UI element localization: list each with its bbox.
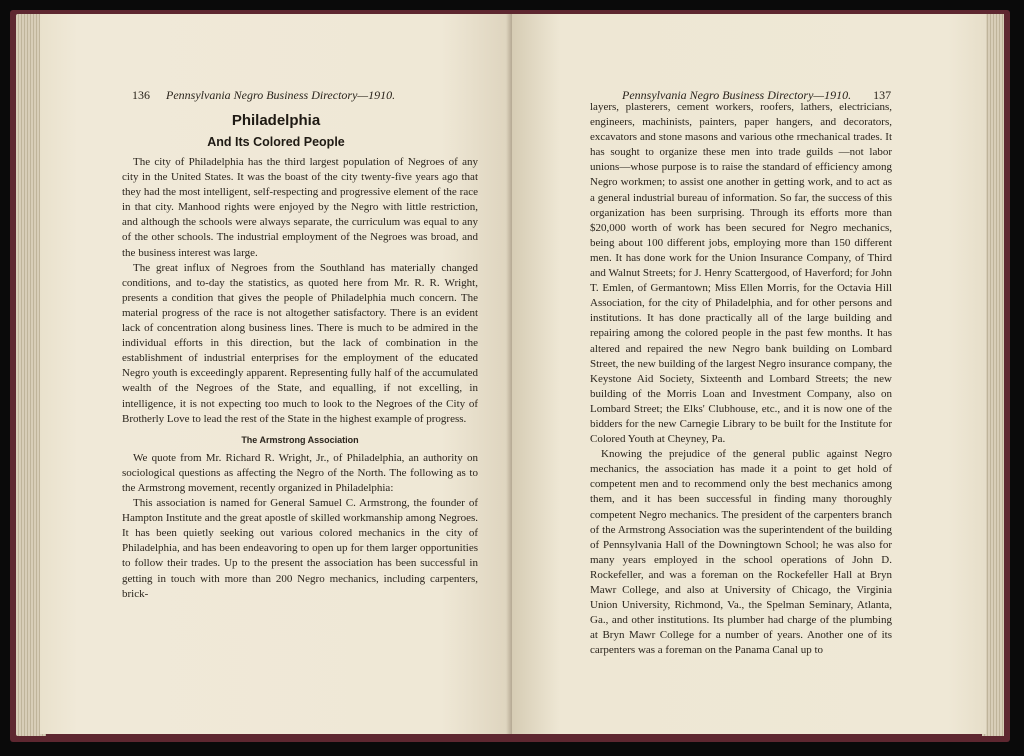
paragraph: We quote from Mr. Richard R. Wright, Jr., of Philadelphia, an authority on sociological questions as affecting the Negro of the North. The following as to the Armstrong movement, recently organized in Philadelphia: [122,451,478,494]
left-page-number: 136 [132,88,150,102]
section-heading: The Armstrong Association [241,434,359,445]
right-page [512,14,986,734]
right-text-column [590,100,892,658]
page-subtitle: And Its Colored People [207,135,345,149]
left-running-head [132,88,395,103]
paragraph: The city of Philadelphia has the third largest population of Negroes of any city in the United States. It was the boast of the city twenty-five years ago that they had the most intelligent, self-respecting and progressive element of the race in that city. Manhood rights were enjoyed by the Negro with little restriction, and although the schools were always separate, the curriculum was equal to any of the other schools. The industrial employment of the Negroes was broad, and the business interest was large. [122,156,478,259]
right-running-title: Pennsylvania Negro Business Directory—1910. [622,88,852,102]
paragraph: The great influx of Negroes from the Southland has materially changed conditions, and to-day the statistics, as quoted here from Mr. R. R. Wright, presents a condition that gives the people of Philadelphia much concern. The material progress of the race is not altogether satisfactory. There is an evident lack of concentration along business lines. There is much to be admired in the individual efforts in this direction, but the lack of combination in the establishment of industrial enterprises for the employment of the educated Negro youth is exceedingly apparent. Representing fully half of the accumulated wealth of the Negroes of the State, and equalling, if not excelling, in intelligence, it is not expecting too much to look to the Negroes of the City of Brotherly Love to lead the rest of the State in the highest example of progress. [122,261,478,425]
left-text-column [122,155,478,602]
paragraph: layers, plasterers, cement workers, roofers, lathers, electricians, engineers, machinists, painters, paper hangers, and decorators, excavators and stone masons and various othe rmechanical trades. It has sought to organize these men into trade guilds —not labor unions—whose purpose is to raise the standard of efficiency among Negro workmen; to assist one another in getting work, and to act as a general industrial bureau of information. So far, the success of this organization has been surprising. Through its efforts more than $20,000 worth of work has been secured for Negro mechanics, being about 100 different jobs, employing more than 150 different men. It has done work for the Union Insurance Company, of Third and Walnut Streets; for J. Henry Scattergood, of Haverford; for John T. Emlen, of Germantown; Miss Ellen Morris, for the Octavia Hill Association, for the city of Philadelphia, and for other persons and institutions. It has done practically all of the large building and repairing among the colored people in the past few months. It has altered and repaired the new Negro bank building on Lombard Street, the new building of the largest Negro insurance company, the Keystone Aid Society, Sixteenth and Lombard Streets; the new building of the Morris Loan and Investment Company, also on Lombard Street; the Elks' Clubhouse, etc., and it is now one of the bidders for the new Carnegie Library to be built for the Institute for Colored Youth at Cheyney, Pa. [590,101,892,446]
left-running-title: Pennsylvania Negro Business Directory—1910. [166,88,396,102]
left-page [40,14,512,734]
page-title: Philadelphia [231,112,321,129]
right-page-number: 137 [873,88,892,102]
paragraph: This association is named for General Samuel C. Armstrong, the founder of Hampton Institute and the great apostle of skilled workmanship among Negroes. It has been quietly seeking out various colored mechanics in the city of Philadelphia, and has been endeavoring to open up for them larger opportunities to follow their trades. Up to the present the association has been successful in getting in touch with more than 200 Negro mechanics, including carpenters, brick- [122,497,478,600]
paragraph: Knowing the prejudice of the general public against Negro mechanics, the association has made it a point to get hold of competent men and to recommend only the best mechanics among them, and it has been successful in finding many thoroughly competent Negro mechanics. The president of the carpenters branch of the Armstrong Association was the superintendent of the building of Pennsylvania Hall of the Downingtown School; he was also for many years employed in the school operations of John D. Rockefeller, and was a foreman on the Rockefeller Hall at Bryn Mawr College, and also at University of Chicago, the Virginia Union University, Richmond, Va., the Spelman Seminary, Atlanta, Ga., and other institutions. Its plumber had charge of the plumbing at Bryn Mawr College for a number of years. Another one of its carpenters was a foreman on the Panama Canal up to [590,448,892,657]
